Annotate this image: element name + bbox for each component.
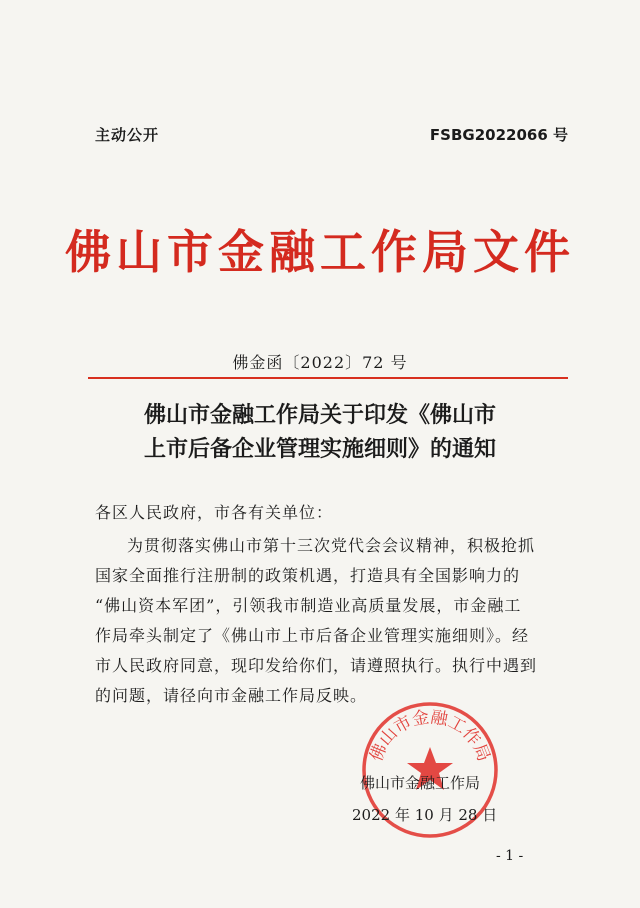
document-title	[80, 398, 560, 466]
body-line: 为贯彻落实佛山市第十三次党代会会议精神，积极抢抓	[127, 536, 536, 555]
body-line: 国家全面推行注册制的政策机遇，打造具有全国影响力的	[95, 566, 521, 585]
body-line: 作局牵头制定了《佛山市上市后备企业管理实施细则》。经	[95, 626, 530, 645]
organization-title: 佛山市金融工作局文件	[65, 225, 575, 279]
document-title-line-2: 上市后备企业管理实施细则》的通知	[143, 436, 496, 462]
serial-number: FSBG2022066 号	[429, 126, 568, 144]
body-line: “佛山资本军团”，引领我市制造业高质量发展，市金融工	[95, 596, 522, 615]
body-paragraph	[95, 531, 555, 711]
issuer-name: 佛山市金融工作局	[360, 774, 481, 792]
body-line: 市人民政府同意，现印发给你们，请遵照执行。执行中遇到	[95, 656, 538, 675]
issue-date: 2022 年 10 月 28 日	[352, 806, 498, 824]
seal-text: 佛山市金融工作局	[366, 707, 494, 765]
red-separator-line	[88, 377, 568, 379]
salutation: 各区人民政府，市各有关单位：	[95, 503, 334, 522]
disclosure-label: 主动公开	[95, 126, 160, 144]
body-line: 的问题，请径向市金融工作局反映。	[95, 686, 368, 705]
document-title-line-1: 佛山市金融工作局关于印发《佛山市	[143, 402, 496, 428]
page-number: - 1 -	[496, 848, 524, 864]
document-number: 佛金函〔2022〕72 号	[232, 353, 408, 372]
